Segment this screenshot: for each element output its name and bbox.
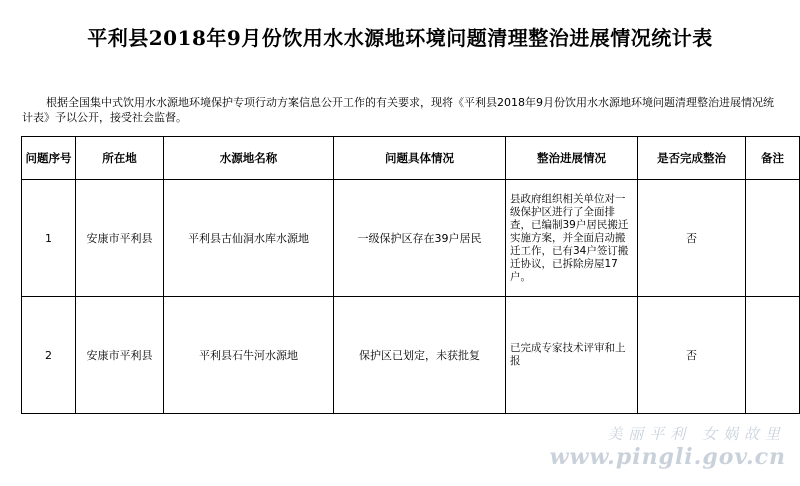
watermark-url: www.pingli.gov.cn: [549, 444, 786, 470]
header-progress: 整治进展情况: [506, 137, 638, 180]
cell-seq: 2: [22, 297, 76, 414]
table-row: [22, 180, 800, 297]
header-issue: 问题具体情况: [334, 137, 506, 180]
cell-progress: 县政府组织相关单位对一级保护区进行了全面排查，已编制39户居民搬迁实施方案，并全面启动搬迁工作，已有34户签订搬迁协议，已拆除房屋17户。: [506, 180, 638, 297]
header-seq: 问题序号: [22, 137, 76, 180]
page-title: 平利县2018年9月份饮用水水源地环境问题清理整治进展情况统计表: [87, 26, 713, 50]
header-done: 是否完成整治: [638, 137, 746, 180]
watermark-slogan: 美丽平利 女娲故里: [607, 425, 786, 443]
cell-source: 平利县古仙洞水库水源地: [164, 180, 334, 297]
watermark: [550, 423, 786, 470]
header-source: 水源地名称: [164, 137, 334, 180]
cell-done: 否: [638, 180, 746, 297]
cell-seq: 1: [22, 180, 76, 297]
intro-paragraph: 根据全国集中式饮用水水源地环境保护专项行动方案信息公开工作的有关要求，现将《平利县2018年9月份饮用水水源地环境问题清理整治进展情况统计表》予以公开，接受社会监督。: [22, 96, 774, 124]
cell-done: 否: [638, 297, 746, 414]
cell-progress: 已完成专家技术评审和上报: [506, 297, 638, 414]
cell-remark: [746, 297, 800, 414]
header-location: 所在地: [76, 137, 164, 180]
cell-issue: 一级保护区存在39户居民: [334, 180, 506, 297]
status-table: [21, 136, 800, 414]
header-remark: 备注: [746, 137, 800, 180]
cell-source: 平利县石牛河水源地: [164, 297, 334, 414]
cell-remark: [746, 180, 800, 297]
table-header-row: [22, 137, 800, 180]
cell-location: 安康市平利县: [76, 180, 164, 297]
table-row: [22, 297, 800, 414]
cell-location: 安康市平利县: [76, 297, 164, 414]
cell-issue: 保护区已划定，未获批复: [334, 297, 506, 414]
